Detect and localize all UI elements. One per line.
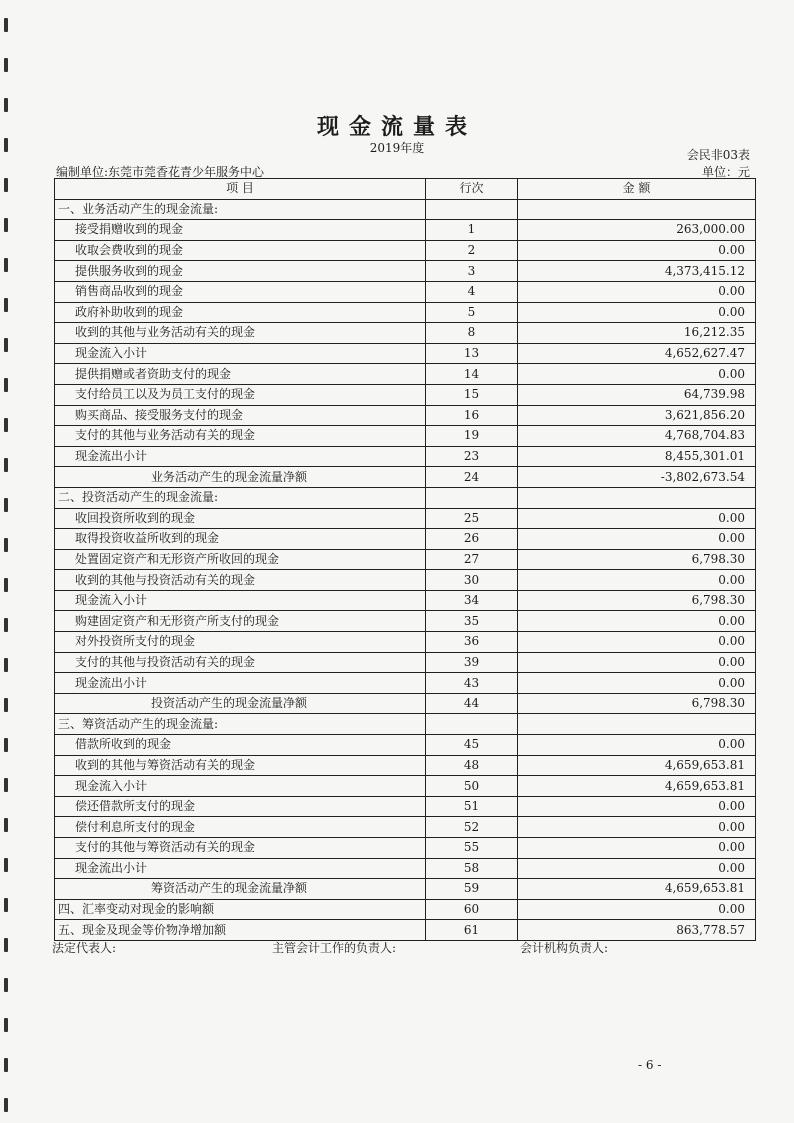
cell-line: 19 [426,426,518,447]
cell-item: 投资活动产生的现金流量净额 [55,693,426,714]
binding-hole [4,778,8,792]
cell-item: 支付的其他与业务活动有关的现金 [55,426,426,447]
cell-line: 8 [426,323,518,344]
cell-item: 偿付利息所支付的现金 [55,817,426,838]
legal-representative-label: 法定代表人: [52,941,117,955]
binding-hole [4,18,8,32]
cell-amount: 6,798.30 [518,693,756,714]
cell-line: 45 [426,735,518,756]
binding-hole [4,698,8,712]
cell-item: 取得投资收益所收到的现金 [55,529,426,550]
cell-item: 收到的其他与投资活动有关的现金 [55,570,426,591]
cell-item: 现金流入小计 [55,343,426,364]
cell-item: 政府补助收到的现金 [55,302,426,323]
table-row [55,302,756,323]
cell-item: 三、筹资活动产生的现金流量: [55,714,426,735]
cell-line: 61 [426,920,518,941]
table-row [55,364,756,385]
table-row [55,590,756,611]
cell-amount: 4,659,653.81 [518,879,756,900]
cell-amount: 0.00 [518,364,756,385]
table-row [55,199,756,220]
cell-amount [518,714,756,735]
cell-amount: 4,768,704.83 [518,426,756,447]
cell-amount [518,487,756,508]
cell-item: 一、业务活动产生的现金流量: [55,199,426,220]
table-row [55,529,756,550]
binding-hole [4,818,8,832]
cell-amount: 4,659,653.81 [518,755,756,776]
cell-amount: 16,212.35 [518,323,756,344]
cell-amount: 0.00 [518,508,756,529]
table-row [55,384,756,405]
cell-line: 23 [426,446,518,467]
cell-amount: 0.00 [518,632,756,653]
cell-amount: 0.00 [518,611,756,632]
table-row [55,838,756,859]
binding-hole [4,58,8,72]
cell-line: 26 [426,529,518,550]
table-row [55,899,756,920]
table-row [55,240,756,261]
binding-hole [4,298,8,312]
cell-line: 35 [426,611,518,632]
binding-hole [4,458,8,472]
table-row [55,508,756,529]
cell-item: 筹资活动产生的现金流量净额 [55,879,426,900]
cell-amount: 0.00 [518,735,756,756]
cell-item: 现金流出小计 [55,446,426,467]
table-row [55,570,756,591]
cell-line: 59 [426,879,518,900]
binding-hole [4,178,8,192]
accounting-head-label: 会计机构负责人: [520,941,609,955]
cell-amount: 0.00 [518,838,756,859]
cell-line: 48 [426,755,518,776]
cell-item: 借款所收到的现金 [55,735,426,756]
currency-unit: 单位：元 [701,165,750,179]
cell-item: 提供服务收到的现金 [55,261,426,282]
table-row [55,632,756,653]
cell-item: 现金流出小计 [55,673,426,694]
cell-amount: 64,739.98 [518,384,756,405]
table-row [55,281,756,302]
cell-amount: 3,621,856.20 [518,405,756,426]
binding-hole [4,978,8,992]
cell-line: 2 [426,240,518,261]
cell-item: 提供捐赠或者资助支付的现金 [55,364,426,385]
table-row [55,467,756,488]
cell-item: 支付的其他与投资活动有关的现金 [55,652,426,673]
cell-item: 现金流入小计 [55,590,426,611]
cell-line: 51 [426,796,518,817]
cell-amount: 0.00 [518,281,756,302]
cell-amount: 0.00 [518,570,756,591]
cell-amount: 0.00 [518,529,756,550]
cell-amount: 4,373,415.12 [518,261,756,282]
cell-item: 购建固定资产和无形资产所支付的现金 [55,611,426,632]
cell-line: 13 [426,343,518,364]
table-row [55,858,756,879]
cell-amount: 0.00 [518,240,756,261]
cell-item: 销售商品收到的现金 [55,281,426,302]
binding-hole [4,1058,8,1072]
cell-line: 55 [426,838,518,859]
cell-item: 业务活动产生的现金流量净额 [55,467,426,488]
table-row [55,405,756,426]
cell-item: 四、汇率变动对现金的影响额 [55,899,426,920]
cell-amount: 6,798.30 [518,549,756,570]
table-row [55,261,756,282]
cell-line: 16 [426,405,518,426]
cell-item: 二、投资活动产生的现金流量: [55,487,426,508]
organization-name: 编制单位:东莞市莞香花青少年服务中心 [56,165,265,179]
table-row [55,714,756,735]
cell-line: 24 [426,467,518,488]
form-code: 会民非03表 [686,148,750,162]
cell-line: 43 [426,673,518,694]
cell-item: 偿还借款所支付的现金 [55,796,426,817]
cell-line: 58 [426,858,518,879]
report-year: 2019年度 [369,141,425,155]
cell-amount: 6,798.30 [518,590,756,611]
binding-hole [4,618,8,632]
binding-hole [4,898,8,912]
table-row [55,487,756,508]
cell-amount: 4,659,653.81 [518,776,756,797]
binding-hole [4,338,8,352]
page-title: 现金流量表 [316,114,477,140]
cell-amount: 0.00 [518,302,756,323]
table-row [55,426,756,447]
cell-line: 27 [426,549,518,570]
cell-line: 36 [426,632,518,653]
cell-line: 52 [426,817,518,838]
cell-line [426,487,518,508]
binding-hole [4,378,8,392]
table-row [55,323,756,344]
table-row [55,652,756,673]
cell-item: 处置固定资产和无形资产所收回的现金 [55,549,426,570]
column-header-line: 行次 [426,179,518,200]
cash-flow-table [54,178,756,941]
table-row [55,611,756,632]
cell-item: 现金流入小计 [55,776,426,797]
cell-line: 44 [426,693,518,714]
binding-hole [4,218,8,232]
cell-line: 14 [426,364,518,385]
table-row [55,796,756,817]
table-row [55,693,756,714]
table-row [55,776,756,797]
cell-amount: 0.00 [518,858,756,879]
table-row [55,755,756,776]
cell-line: 30 [426,570,518,591]
table-row [55,673,756,694]
column-header-amount: 金 额 [518,179,756,200]
binding-hole [4,578,8,592]
binding-hole [4,1018,8,1032]
page-number: - 6 - [638,1058,662,1072]
cell-item: 现金流出小计 [55,858,426,879]
table-row [55,817,756,838]
cell-amount: 8,455,301.01 [518,446,756,467]
cell-line: 25 [426,508,518,529]
cell-item: 支付给员工以及为员工支付的现金 [55,384,426,405]
cell-item: 对外投资所支付的现金 [55,632,426,653]
cell-line: 3 [426,261,518,282]
cell-line: 39 [426,652,518,673]
cell-line: 60 [426,899,518,920]
accounting-supervisor-label: 主管会计工作的负责人: [272,941,397,955]
cell-line: 5 [426,302,518,323]
cell-line: 1 [426,220,518,241]
binding-hole [4,858,8,872]
cell-amount [518,199,756,220]
cell-amount: 863,778.57 [518,920,756,941]
binding-hole [4,938,8,952]
cell-item: 购买商品、接受服务支付的现金 [55,405,426,426]
cell-amount: 0.00 [518,899,756,920]
cell-item: 收回投资所收到的现金 [55,508,426,529]
cell-line: 4 [426,281,518,302]
cell-amount: 0.00 [518,673,756,694]
cell-item: 收取会费收到的现金 [55,240,426,261]
cell-amount: 0.00 [518,817,756,838]
binding-hole [4,658,8,672]
binding-holes [0,0,18,1123]
cell-line [426,199,518,220]
table-row [55,343,756,364]
binding-hole [4,258,8,272]
binding-hole [4,738,8,752]
cell-line: 15 [426,384,518,405]
cell-line: 50 [426,776,518,797]
table-header-row [55,179,756,200]
table-row [55,879,756,900]
cell-amount: 0.00 [518,796,756,817]
cell-item: 五、现金及现金等价物净增加额 [55,920,426,941]
cell-item: 接受捐赠收到的现金 [55,220,426,241]
cell-amount: 263,000.00 [518,220,756,241]
cell-line [426,714,518,735]
cell-amount: 4,652,627.47 [518,343,756,364]
cell-line: 34 [426,590,518,611]
table-row [55,220,756,241]
binding-hole [4,1098,8,1112]
cell-item: 收到的其他与业务活动有关的现金 [55,323,426,344]
binding-hole [4,538,8,552]
table-row [55,446,756,467]
table-row [55,549,756,570]
cell-item: 支付的其他与筹资活动有关的现金 [55,838,426,859]
table-row [55,920,756,941]
column-header-item: 项 目 [55,179,426,200]
cell-item: 收到的其他与筹资活动有关的现金 [55,755,426,776]
cell-amount: 0.00 [518,652,756,673]
binding-hole [4,498,8,512]
cell-amount: -3,802,673.54 [518,467,756,488]
binding-hole [4,418,8,432]
table-row [55,735,756,756]
